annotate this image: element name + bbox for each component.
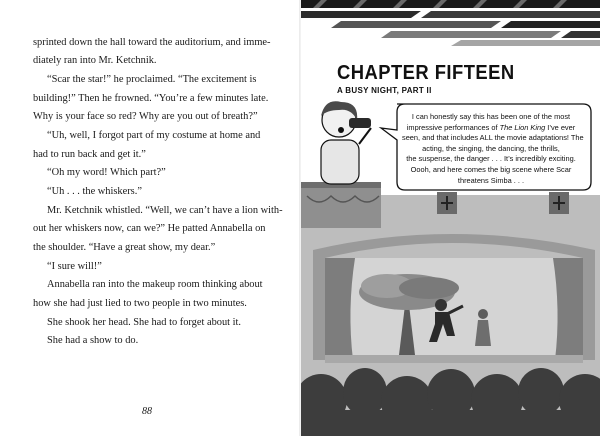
bubble-line: acting, the singing, the dancing, the thrills,	[422, 143, 560, 153]
binoculars-icon	[349, 118, 371, 128]
text-line: Mr. Ketchnik whistled. “Well, we can’t have a lion with-	[47, 205, 283, 216]
text-line: She had a show to do.	[47, 335, 139, 346]
text-line: “Oh my word! Which part?”	[47, 167, 166, 178]
text-line: sprinted down the hall toward the auditorium, and imme-	[33, 37, 271, 48]
wall-banner	[437, 192, 457, 214]
critic-character	[321, 101, 371, 184]
text-line: “I sure will!”	[47, 261, 102, 272]
text-line: the shoulder. “Have a great show, my dear.”	[33, 242, 216, 253]
text-line: She shook her head. She had to forget about it.	[47, 317, 242, 328]
bubble-line: threatens Simba . . .	[457, 175, 525, 185]
bubble-line: seen, and that includes ALL the movie adaptations! The	[402, 133, 584, 143]
text-line: Why is your face so red? Why are you out of breath?”	[33, 111, 258, 122]
text-line: “Uh . . . the whiskers.”	[47, 186, 142, 197]
bubble-line: I can honestly say this has been one of the most	[411, 112, 571, 121]
stage-curtain-left	[325, 258, 355, 360]
text-line: had to run back and get it.”	[33, 149, 146, 160]
text-line: out her whiskers now, can we?” He patted Annabella on	[33, 223, 266, 234]
stage-curtain-right	[553, 258, 583, 360]
text-line: diately ran into Mr. Ketchnik.	[33, 55, 157, 66]
balcony-box	[301, 182, 381, 228]
wall-banner	[549, 192, 569, 214]
chapter-subtitle: A BUSY NIGHT, PART II	[337, 86, 432, 95]
bubble-line: impressive performances of The Lion King I’ve ever	[406, 122, 576, 132]
page-number: 88	[142, 406, 152, 417]
text-line: building!” Then he frowned. “You’re a few minutes late.	[33, 93, 269, 104]
text-line: “Uh, well, I forgot part of my costume at home and	[47, 130, 261, 141]
right-page	[301, 0, 600, 436]
chapter-header-stripes	[301, 0, 600, 46]
text-line: how she had just lied to two people in two minutes.	[33, 298, 247, 309]
text-line: “Scar the star!” he proclaimed. “The excitement is	[47, 74, 257, 85]
text-line: Annabella ran into the makeup room thinking about	[47, 279, 263, 290]
bubble-line: the suspense, the danger . . . It’s incredibly exciting.	[406, 154, 576, 164]
stage-floor	[325, 355, 583, 363]
bubble-line: Oooh, and here comes the big scene where Scar	[410, 164, 572, 174]
speech-bubble-text	[402, 112, 584, 186]
chapter-title: CHAPTER FIFTEEN	[337, 62, 515, 84]
